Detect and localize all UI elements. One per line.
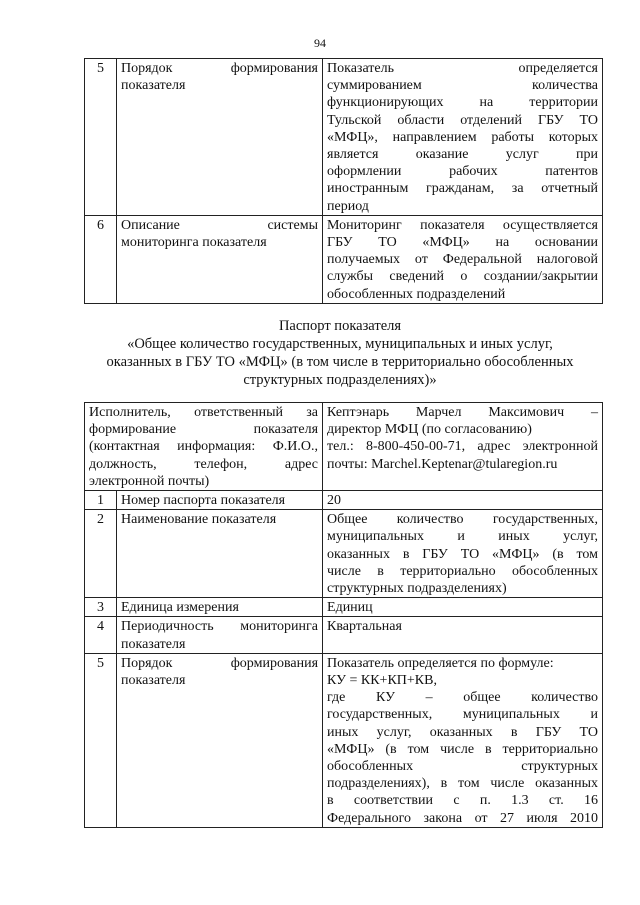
text-line: суммированием количества [327,78,598,94]
text-line: Исполнитель, ответственный за [89,405,319,420]
text-line: Показатель определяется по формуле: [327,655,554,671]
row-label [117,215,323,303]
row-label [117,653,323,827]
text-line: 20 [327,493,342,509]
text-line: службы сведений о создании/закрытии [327,269,598,285]
executor-label [85,403,323,491]
passport-subtitle-line: оказанных в ГБУ ТО «МФЦ» (в том числе в территориально обособленных [106,354,574,370]
row-value [323,617,603,653]
text-line: где КУ – общее количество [327,690,599,706]
table-row [85,510,603,598]
row-label [117,598,323,617]
text-line: Порядок формирования [121,61,318,76]
text-line: формирование показателя [89,422,319,438]
text-line: Квартальная [327,619,402,635]
text-line: обособленных структурных [327,759,599,775]
row-value [323,598,603,617]
text-line: тел.: 8-800-450-00-71, адрес электронной [327,439,599,455]
table-row [85,598,603,617]
text-line: Кептэнарь Марчел Максимович – [327,405,599,420]
row-number: 4 [85,617,117,653]
executor-value [323,403,603,491]
row-value [323,59,603,216]
text-line: муниципальных и иных услуг, [327,529,599,545]
passport-subtitle-line: «Общее количество государственных, муниципальных и иных услуг, [127,336,553,352]
row-label [117,491,323,510]
text-line: получаемых от Федеральной налоговой [327,252,598,268]
text-line: числе в территориально обособленных [327,563,599,579]
row-number: 5 [85,653,117,827]
text-line: показателя [121,673,186,689]
text-line: почты: Marchel.Keptenar@tularegion.ru [327,456,558,472]
text-line: период [327,198,369,214]
text-line: оказанных в ГБУ ТО «МФЦ» (в том [327,546,599,562]
text-line: Единиц [327,600,373,616]
text-line: является оказание услуг при [327,147,598,163]
text-line: в соответствии с п. 1.3 ст. 16 [327,793,599,809]
row-value [323,491,603,510]
text-line: Тульской области отделений ГБУ ТО [327,112,598,128]
passport-subtitle-line: структурных подразделениях)» [243,372,437,388]
text-line: (контактная информация: Ф.И.О., [89,439,319,455]
text-line: электронной почты) [89,473,210,489]
text-line: КУ = КК+КП+КВ, [327,673,437,689]
text-line: Описание системы [121,217,318,233]
row-value [323,510,603,598]
text-line: директор МФЦ (по согласованию) [327,422,532,438]
text-line: Номер паспорта показателя [121,493,286,509]
text-line: показателя [121,636,186,652]
indicator-table-continued [84,58,603,304]
row-number: 5 [85,59,117,216]
page-number: 94 [314,36,326,50]
passport-title: Паспорт показателя [278,318,402,334]
row-value [323,215,603,303]
text-line: подразделениях), в том числе оказанных [327,776,599,792]
text-line: государственных, муниципальных и [327,707,599,723]
row-value [323,653,603,827]
row-number: 3 [85,598,117,617]
text-line: Порядок формирования [121,655,319,671]
text-line: обособленных подразделений [327,286,506,302]
text-line: «МФЦ», направлением работы которых [327,129,598,145]
row-number: 6 [85,215,117,303]
passport-table [84,402,603,828]
text-line: ГБУ ТО «МФЦ» на основании [327,235,598,251]
text-line: Единица измерения [121,600,239,616]
text-line: Общее количество государственных, [327,512,599,528]
table-row [85,491,603,510]
row-label [117,59,323,216]
text-line: Периодичность мониторинга [121,619,319,635]
table-row [85,215,603,303]
text-line: оформлении рабочих патентов [327,164,598,180]
passport-heading [90,317,590,389]
text-line: Показатель определяется [327,61,598,76]
text-line: иностранным гражданам, за отчетный [327,181,598,197]
text-line: иных услуг, оказанных в ГБУ ТО [327,724,599,740]
table-row [85,653,603,827]
row-number: 2 [85,510,117,598]
row-label [117,617,323,653]
text-line: функционирующих на территории [327,95,598,111]
text-line: Наименование показателя [121,512,277,528]
text-line: «МФЦ» (в том числе в территориально [327,741,599,757]
table-row [85,59,603,216]
row-label [117,510,323,598]
table-row [85,617,603,653]
text-line: Федерального закона от 27 июля 2010 [327,810,599,826]
row-number: 1 [85,491,117,510]
table-row-executor [85,403,603,491]
text-line: Мониторинг показателя осуществляется [327,217,598,233]
text-line: структурных подразделениях) [327,581,507,597]
text-line: должность, телефон, адрес [89,456,319,472]
text-line: показателя [121,78,186,94]
text-line: мониторинга показателя [121,235,267,251]
